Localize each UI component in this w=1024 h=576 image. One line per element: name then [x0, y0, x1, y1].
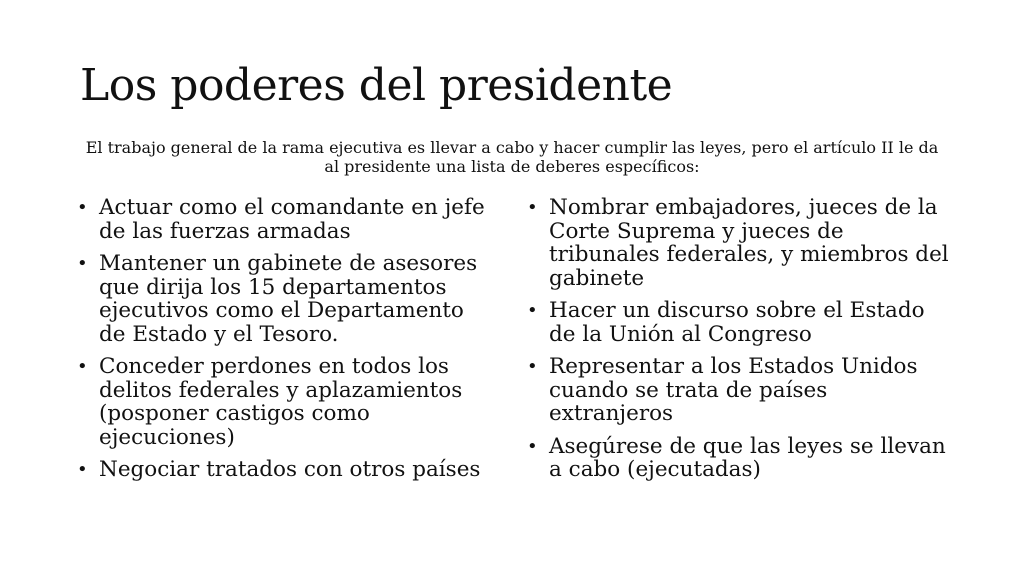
list-item-text: Negociar tratados con otros países: [99, 457, 481, 482]
bullet-icon: •: [527, 300, 538, 321]
list-item-text: Conceder perdones en todos los delitos federales y aplazamientos (posponer castigos como ejecuciones): [99, 354, 463, 450]
list-item: [525, 355, 955, 426]
bullet-icon: •: [77, 253, 88, 274]
list-item-text: Hacer un discurso sobre el Estado de la Unión al Congreso: [549, 298, 925, 347]
list-item: [75, 252, 495, 346]
left-bullet-list: [75, 196, 495, 491]
list-item: [75, 355, 495, 449]
slide-subtitle: El trabajo general de la rama ejecutiva es llevar a cabo y hacer cumplir las leyes, pero el artículo II le da al presidente una lista de deberes específicos:: [85, 138, 939, 176]
list-item: [525, 299, 955, 346]
bullet-icon: •: [527, 435, 538, 457]
bullet-icon: •: [77, 197, 88, 218]
list-item-text: Asegúrese de que las leyes se llevan a cabo (ejecutadas): [549, 433, 946, 482]
list-item: [525, 196, 955, 290]
list-item: [75, 196, 495, 243]
list-item-text: Actuar como el comandante en jefe de las fuerzas armadas: [99, 195, 485, 244]
list-item: [525, 435, 955, 482]
bullet-icon: •: [527, 356, 538, 377]
slide-title: Los poderes del presidente: [80, 60, 673, 111]
list-item-text: Mantener un gabinete de asesores que dirija los 15 departamentos ejecutivos como el Departamento de Estado y el Tesoro.: [99, 251, 478, 347]
list-item: [75, 458, 495, 482]
list-item-text: Representar a los Estados Unidos cuando se trata de países extranjeros: [549, 354, 918, 426]
list-item-text: Nombrar embajadores, jueces de la Corte Suprema y jueces de tribunales federales, y miembros del gabinete: [549, 195, 949, 291]
right-bullet-list: [525, 196, 955, 491]
bullet-icon: •: [77, 459, 88, 480]
bullet-icon: •: [77, 356, 88, 377]
bullet-icon: •: [527, 197, 538, 218]
